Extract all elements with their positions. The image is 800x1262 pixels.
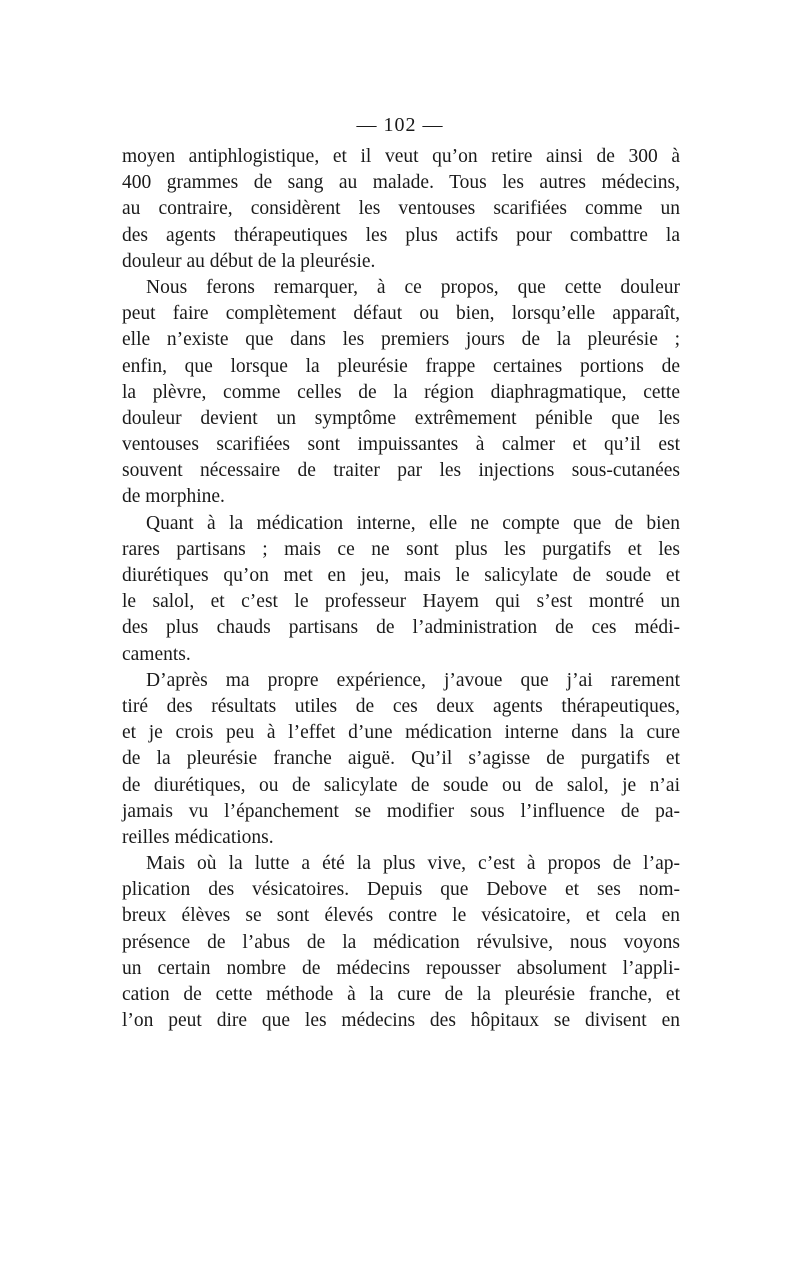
text-line: diurétiques qu’on met en jeu, mais le salicylate de soude et — [122, 565, 680, 586]
text-line: cation de cette méthode à la cure de la pleurésie franche, et — [122, 984, 680, 1005]
text-line: enfin, que lorsque la pleurésie frappe certaines portions de — [122, 355, 680, 377]
text-line: douleur devient un symptôme extrêmement pénible que les — [122, 407, 680, 429]
body-text — [122, 144, 680, 1034]
text-line: Quant à la médication interne, elle ne compte que de bien — [146, 512, 680, 534]
text-line: la plèvre, comme celles de la région diaphragmatique, cette — [122, 381, 680, 403]
text-line: moyen antiphlogistique, et il veut qu’on retire ainsi de 300 à — [122, 146, 680, 167]
text-line: peut faire complètement défaut ou bien, lorsqu’elle apparaît, — [122, 303, 680, 325]
text-line: de la pleurésie franche aiguë. Qu’il s’agisse de purgatifs et — [122, 748, 680, 770]
text-line: rares partisans ; mais ce ne sont plus les purgatifs et les — [122, 538, 680, 560]
text-line: reilles médications. — [122, 826, 274, 848]
text-line: au contraire, considèrent les ventouses scarifiées comme un — [122, 198, 680, 220]
text-line: le salol, et c’est le professeur Hayem qui s’est montré un — [122, 591, 680, 613]
text-line: et je crois peu à l’effet d’une médication interne dans la cure — [122, 722, 680, 744]
text-line: présence de l’abus de la médication révulsive, nous voyons — [122, 931, 680, 953]
text-line: elle n’existe que dans les premiers jours de la pleurésie ; — [122, 329, 680, 351]
text-line: un certain nombre de médecins repousser absolument l’appli- — [122, 957, 680, 979]
text-line: D’après ma propre expérience, j’avoue que j’ai rarement — [146, 669, 680, 691]
text-line: Nous ferons remarquer, à ce propos, que cette douleur — [146, 276, 680, 298]
text-line: des agents thérapeutiques les plus actifs pour combattre la — [122, 224, 680, 246]
page-number: — 102 — — [356, 114, 444, 136]
text-line: de morphine. — [122, 486, 225, 508]
text-line: de diurétiques, ou de salicylate de soude ou de salol, je n’ai — [122, 774, 680, 796]
text-line: breux élèves se sont élevés contre le vésicatoire, et cela en — [122, 905, 680, 927]
text-line: 400 grammes de sang au malade. Tous les autres médecins, — [122, 172, 680, 194]
text-line: tiré des résultats utiles de ces deux agents thérapeutiques, — [122, 695, 680, 717]
text-line: douleur au début de la pleurésie. — [122, 250, 376, 272]
text-line: des plus chauds partisans de l’administration de ces médi- — [122, 617, 680, 639]
text-line: caments. — [122, 643, 191, 665]
text-line: ventouses scarifiées sont impuissantes à calmer et qu’il est — [122, 434, 680, 456]
text-line: Mais où la lutte a été la plus vive, c’est à propos de l’ap- — [146, 853, 680, 875]
text-line: souvent nécessaire de traiter par les injections sous-cutanées — [122, 460, 680, 482]
text-line: jamais vu l’épanchement se modifier sous l’influence de pa- — [122, 800, 680, 822]
text-line: l’on peut dire que les médecins des hôpitaux se divisent en — [122, 1010, 680, 1032]
text-line: plication des vésicatoires. Depuis que Debove et ses nom- — [122, 879, 680, 901]
